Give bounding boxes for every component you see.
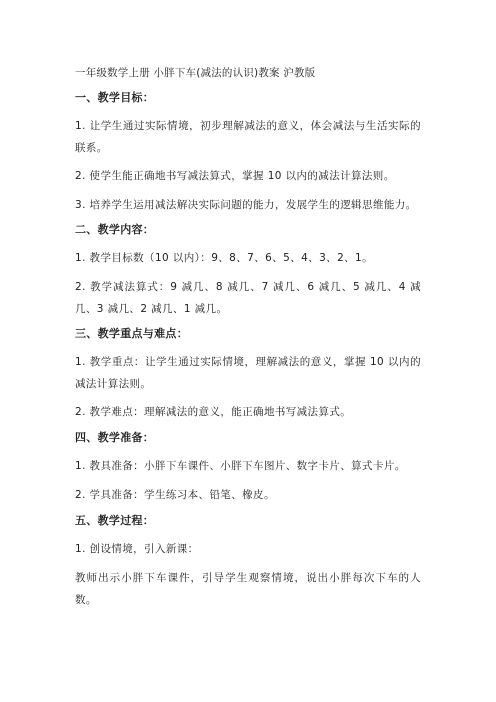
paragraph: 1. 让学生通过实际情境，初步理解减法的意义，体会减法与生活实际的联系。 xyxy=(75,120,421,154)
section-process xyxy=(75,513,421,611)
paragraph: 1. 创设情境，引入新课： xyxy=(75,543,199,555)
section-heading: 五、教学过程： xyxy=(75,514,155,527)
paragraph: 教师出示小胖下车课件，引导学生观察情境，说出小胖每次下车的人数。 xyxy=(75,572,421,606)
paragraph: 1. 教具准备：小胖下车课件、小胖下车图片、数字卡片、算式卡片。 xyxy=(75,460,406,472)
section-key-points xyxy=(75,326,421,423)
section-heading: 二、教学内容： xyxy=(75,223,155,236)
section-content xyxy=(75,222,421,320)
section-goals xyxy=(75,90,421,216)
paragraph: 2. 教学减法算式：9 减几、8 减几、7 减几、6 减几、5 减几、4 减几、3 减几、2 减几、1 减几。 xyxy=(75,281,421,315)
section-heading: 一、教学目标： xyxy=(75,91,155,104)
section-preparation xyxy=(75,430,421,506)
section-heading: 四、教学准备： xyxy=(75,431,155,444)
paragraph: 3. 培养学生运用减法解决实际问题的能力，发展学生的逻辑思维能力。 xyxy=(75,199,417,211)
paragraph: 2. 教学难点：理解减法的意义，能正确地书写减法算式。 xyxy=(75,406,352,418)
document-title: 一年级数学上册 小胖下车(减法的认识)教案 沪教版 xyxy=(75,67,316,79)
paragraph: 1. 教学重点：让学生通过实际情境，理解减法的意义，掌握 10 以内的减法计算法则。 xyxy=(75,356,421,390)
paragraph: 2. 学具准备：学生练习本、铅笔、橡皮。 xyxy=(75,489,275,501)
document-page xyxy=(75,66,421,617)
paragraph: 1. 教学目标数（10 以内）：9、8、7、6、5、4、3、2、1。 xyxy=(75,252,374,264)
section-heading: 三、教学重点与难点： xyxy=(75,327,188,340)
paragraph: 2. 使学生能正确地书写减法算式，掌握 10 以内的减法计算法则。 xyxy=(75,170,395,182)
